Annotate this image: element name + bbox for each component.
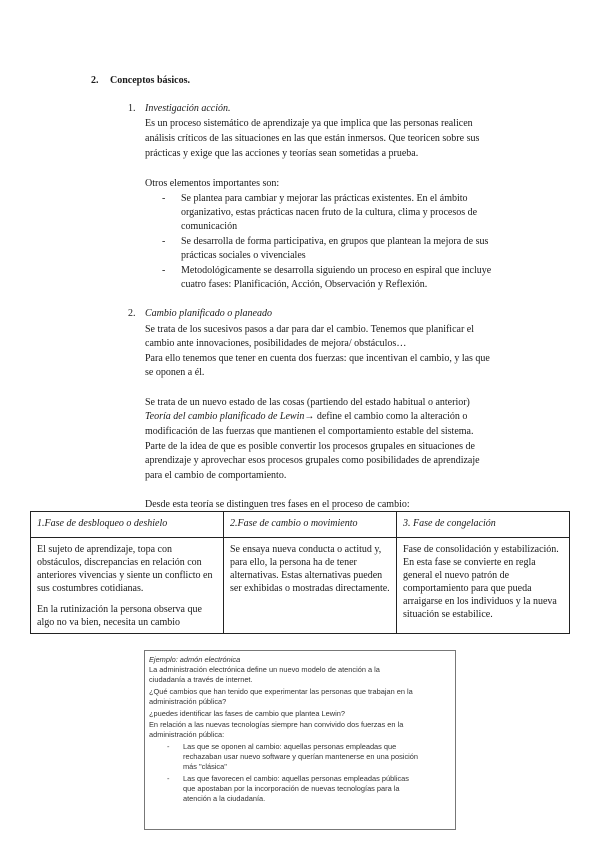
header-cell: 2.Fase de cambio o movimiento: [224, 512, 397, 538]
sub2-para-line: modificación de las fuerzas que mantienen el comportamiento estable del sistema.: [145, 426, 474, 437]
example-title: Ejemplo: admón electrónica: [149, 655, 241, 664]
section-number: 2.: [91, 75, 99, 86]
cell-paragraph: En esta fase se convierte en regla general el nuevo patrón de comportamiento para que pueda arraigarse en los individuos y la nueva situación se estabilice.: [403, 557, 557, 620]
sub2-para-line: Parte de la idea de que es posible convertir los procesos grupales en situaciones de: [145, 441, 475, 452]
example-dash: -: [167, 774, 170, 783]
subsection-1-number: 1.: [128, 103, 136, 114]
bullet-dash: -: [162, 193, 166, 204]
table-cell: [31, 538, 224, 634]
header-cell: 3. Fase de congelación: [397, 512, 570, 538]
sub2-para-line: cambio ante innovaciones, posibilidades de mejora/ obstáculos…: [145, 338, 407, 349]
example-sub-line: atención a la ciudadanía.: [183, 794, 266, 803]
example-sub-line: más "clásica": [183, 762, 227, 771]
bullet-line: comunicación: [181, 221, 238, 232]
sub2-para-line: aprendizaje y aprovechar esos procesos grupales como posibilidades de aprendizaje: [145, 455, 480, 466]
lewin-line: [145, 410, 467, 423]
table-row: [31, 538, 570, 634]
example-sub-line: rechazaban usar nuevo software y querían mantenerse en una posición: [183, 752, 419, 761]
sub2-para-line: Se trata de un nuevo estado de las cosas (partiendo del estado habitual o anterior): [145, 397, 470, 408]
example-line: ¿Qué cambios que han tenido que experimentar las personas que trabajan en la: [149, 687, 413, 696]
section-title: Conceptos básicos.: [110, 75, 191, 86]
table-cell: [224, 538, 397, 634]
example-line: La administración electrónica define un nuevo modelo de atención a la: [149, 665, 380, 674]
sub2-para-line: se oponen a él.: [145, 367, 205, 378]
sub2-para-line: Se trata de los sucesivos pasos a dar para dar el cambio. Tenemos que planificar el: [145, 324, 474, 335]
bullet-dash: -: [162, 236, 166, 247]
example-sub-line: Las que se oponen al cambio: aquellas personas empleadas que: [183, 742, 397, 751]
bullet-line: cuatro fases: Planificación, Acción, Observación y Reflexión.: [181, 279, 428, 290]
example-box: [144, 650, 456, 830]
cell-paragraph: El sujeto de aprendizaje, topa con obstáculos, discrepancias en relación con anteriores vivencias y siente un conflicto en sus costumbres cotidianas.: [37, 544, 213, 594]
example-sub-line: que apostaban por la incorporación de nuevas tecnologías para la: [183, 784, 400, 793]
cell-paragraph: Se ensaya nueva conducta o actitud y, para ello, la persona ha de tener alternativas. Estas alternativas pueden ser exhibidas o mostradas directamente.: [230, 544, 390, 594]
bullet-dash: -: [162, 265, 166, 276]
sub2-para-line: para el cambio de comportamiento.: [145, 470, 287, 481]
subsection-2-title: Cambio planificado o planeado: [145, 308, 272, 319]
example-line: administración pública:: [149, 730, 225, 739]
example-line: ¿puedes identificar las fases de cambio que plantea Lewin?: [149, 709, 345, 718]
subsection-1-title: Investigación acción.: [145, 103, 231, 114]
sub1-para-line: prácticas y exige que las acciones y teorías sean sometidas a prueba.: [145, 148, 419, 159]
phases-table: [30, 511, 570, 634]
bullet-line: Metodológicamente se desarrolla siguiendo un proceso en espiral que incluye: [181, 265, 492, 276]
example-line: En relación a las nuevas tecnologías siempre han convivido dos fuerzas en la: [149, 720, 404, 729]
example-line: ciudadanía a través de internet.: [149, 675, 253, 684]
cell-paragraph: En la rutinización la persona observa que algo no va bien, necesita un cambio: [37, 604, 202, 628]
bullet-line: Se plantea para cambiar y mejorar las prácticas existentes. En el ámbito: [181, 193, 468, 204]
fases-intro: Desde esta teoría se distinguen tres fases en el proceso de cambio:: [145, 499, 410, 510]
table-cell: [397, 538, 570, 634]
bullet-line: organizativo, estas prácticas nacen fruto de la cultura, clima y procesos de: [181, 207, 478, 218]
sub1-para-line: análisis críticos de las situaciones en las que están inmersos. Que teoricen sobre sus: [145, 133, 480, 144]
example-line: administración pública?: [149, 697, 227, 706]
example-sub-line: Las que favorecen el cambio: aquellas personas empleadas públicas: [183, 774, 409, 783]
otros-elementos-label: Otros elementos importantes son:: [145, 178, 280, 189]
lewin-definition: → define el cambio como la alteración o: [304, 411, 468, 422]
bullet-line: Se desarrolla de forma participativa, en grupos que plantean la mejora de sus: [181, 236, 489, 247]
example-dash: -: [167, 742, 170, 751]
table-header-row: [31, 512, 570, 538]
sub2-para-line: Para ello tenemos que tener en cuenta dos fuerzas: que incentivan el cambio, y las que: [145, 353, 490, 364]
header-cell: 1.Fase de desbloqueo o deshielo: [31, 512, 224, 538]
lewin-theory-title: Teoría del cambio planificado de Lewin: [145, 411, 305, 422]
bullet-line: prácticas sociales o vivenciales: [181, 250, 306, 261]
subsection-2-number: 2.: [128, 308, 136, 319]
cell-paragraph: Fase de consolidación y estabilización.: [403, 544, 559, 555]
sub1-para-line: Es un proceso sistemático de aprendizaje ya que implica que las personas realicen: [145, 118, 473, 129]
